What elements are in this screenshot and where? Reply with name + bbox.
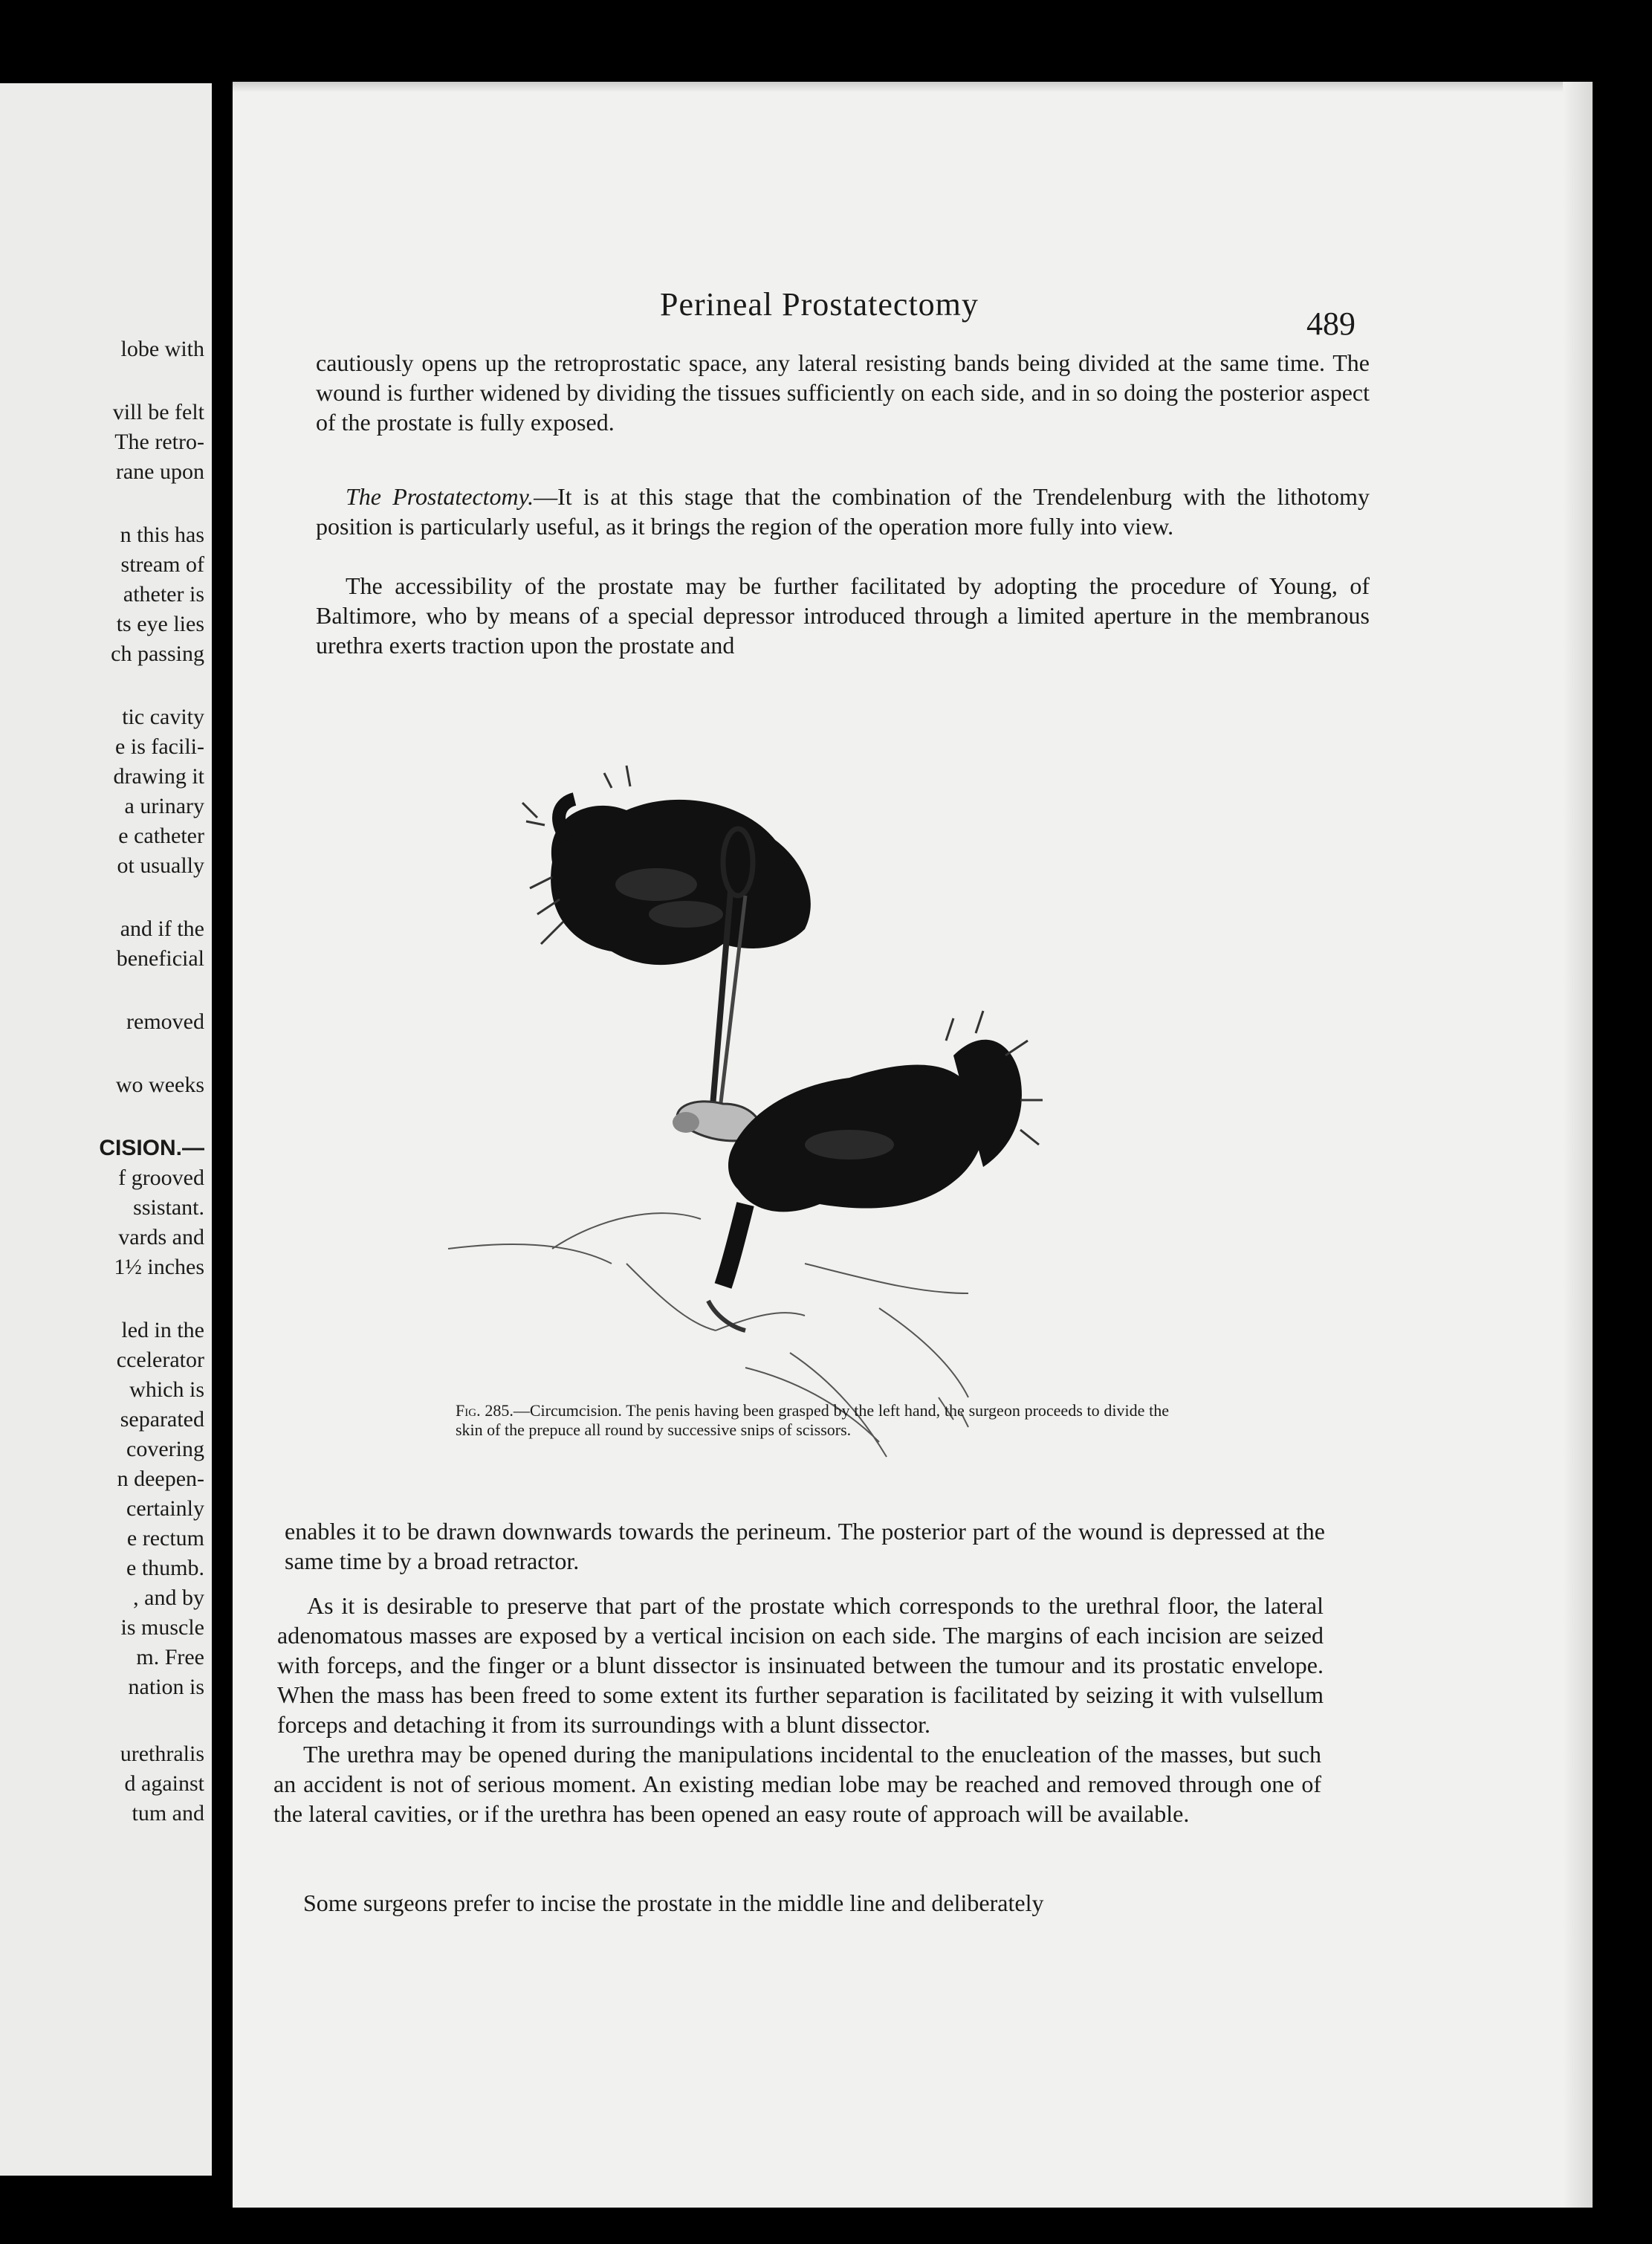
left-page-line: rane upon [115,459,204,484]
paragraph-2 [316,482,1370,541]
figure-caption [456,1401,1169,1440]
left-page-line: and if the [120,916,204,941]
paragraph-3: The accessibility of the prostate may be further facilitated by adopting the procedure of Young, of Baltimore, who by means of a special depressor introduced through a limited aperture in the membranous urethra exerts traction upon the prostate and [316,572,1370,659]
left-page-line: , and by [133,1585,204,1610]
left-page-line: f grooved [118,1165,204,1190]
book-gutter [212,74,233,2185]
left-page-line: led in the [121,1318,204,1342]
left-page-line: is muscle [120,1615,204,1640]
left-page-line: lobe with [120,337,204,361]
left-page-line: drawing it [113,764,204,789]
page-number: 489 [1306,305,1355,342]
left-page-line: tum and [132,1801,204,1826]
left-page-line: ch passing [111,641,204,666]
left-page-line: certainly [126,1496,204,1521]
left-page-line: ot usually [117,853,204,878]
page-top-edge [233,82,1593,92]
left-page-line: a urinary [124,794,204,818]
left-page-line: urethralis [120,1742,204,1766]
paragraph-4: enables it to be drawn downwards towards the perineum. The posterior part of the wound is depressed at the same time by a broad retractor. [285,1518,1325,1574]
left-page-line: e is facili- [115,734,204,759]
right-page [233,82,1593,2208]
left-page-line: e rectum [126,1526,204,1551]
paragraph-5: As it is desirable to preserve that part of the prostate which corresponds to the urethral floor, the lateral adenomatous masses are exposed by a vertical incision on each side. The margins of each incision are seized with forceps, and the finger or a blunt dissector is insinuated between the tumour and its prostatic envelope. When the mass has been freed to some extent its further separation is facilitated by seizing it with vulsellum forceps and detaching it from its surroundings with a blunt dissector. [277,1592,1324,1738]
paragraph-1: cautiously opens up the retroprostatic space, any lateral resisting bands being divided at the same time. The wound is further widened by dividing the tissues sufficiently on each side, and in so doing the posterior aspect of the prostate is fully exposed. [316,349,1370,436]
figure-label: Fig. 285. [456,1401,514,1420]
page-right-edge [1563,82,1593,2208]
left-page-line: atheter is [123,582,204,607]
paragraph-6: The urethra may be opened during the manipulations incidental to the enucleation of the masses, but such an accident is not of serious moment. An existing median lobe may be reached and removed through one of the lateral cavities, or if the urethra has been opened an easy route of approach will be available. [273,1741,1321,1827]
left-page-line: CISION.— [99,1136,204,1160]
left-page-line: separated [120,1407,204,1432]
left-page-line: The retro- [114,430,204,454]
left-page-line: d against [124,1771,204,1796]
left-page-line: ssistant. [133,1195,204,1220]
circumcision-illustration [433,728,1102,1464]
upper-gloved-hand [522,766,811,965]
left-page-line: removed [126,1009,204,1034]
left-page-line: which is [129,1377,204,1402]
left-page-line: n this has [120,523,204,547]
left-page-fragment [0,83,212,2176]
left-page-line: covering [126,1437,204,1461]
section-heading: The Prostatectomy. [346,483,534,510]
left-page-line: vill be felt [112,400,204,424]
left-page-line: e catheter [118,824,204,848]
paragraph-2-text: —It is at this stage that the combination of the Trendelenburg with the lithotomy position is particularly useful, as it brings the region of the operation more fully into view. [316,483,1370,540]
lower-gloved-hand [723,1011,1043,1286]
left-page-line: e thumb. [126,1556,204,1580]
left-page-line: tic cavity [122,705,204,729]
left-page-line: ccelerator [116,1348,204,1372]
left-page-line: vards and [118,1225,204,1249]
running-head: Perineal Prostatectomy [660,286,979,323]
left-page-line: stream of [120,552,204,577]
paragraph-7: Some surgeons prefer to incise the prostate in the middle line and deliberately [303,1889,1044,1916]
left-page-line: 1½ inches [114,1255,204,1279]
left-page-line: wo weeks [115,1073,204,1097]
left-page-line: n deepen- [117,1467,204,1491]
left-page-line: beneficial [116,946,204,971]
left-page-line: nation is [128,1675,204,1699]
left-page-line: ts eye lies [116,612,204,636]
caption-text: —Circumcision. The penis having been grasped by the left hand, the surgeon proceeds to divide the skin of the prepuce all round by successive snips of scissors. [456,1401,1169,1439]
left-page-line: m. Free [136,1645,204,1669]
